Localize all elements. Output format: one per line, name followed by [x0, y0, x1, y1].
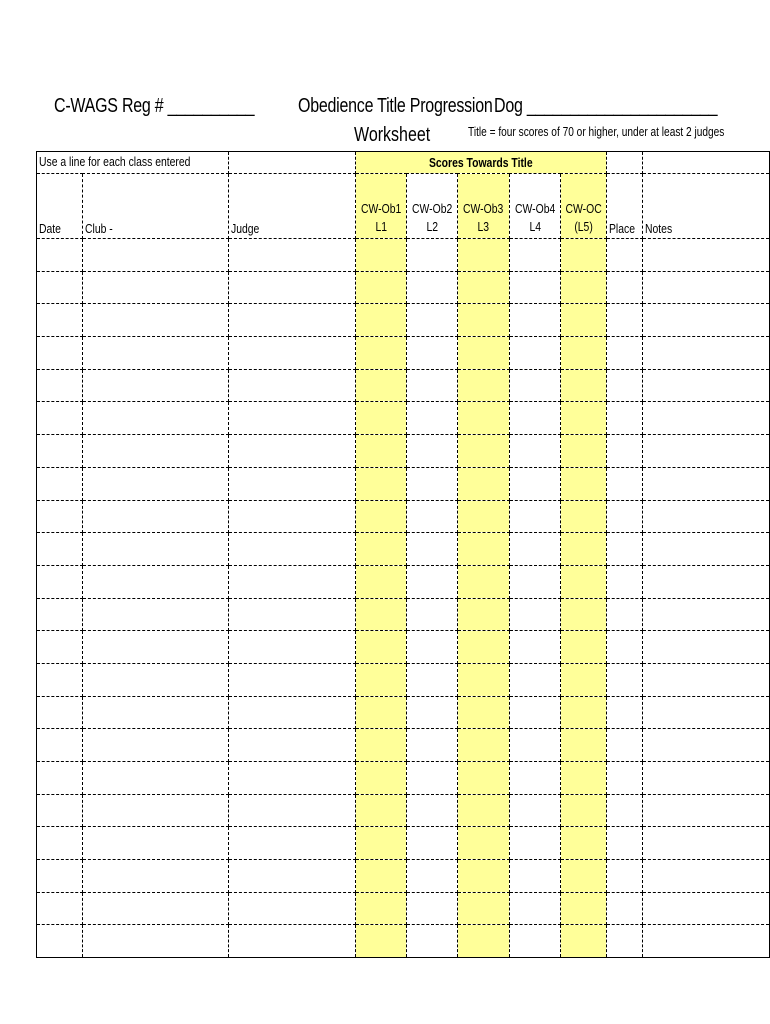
entry-cell[interactable] [458, 663, 509, 696]
entry-cell[interactable] [37, 729, 83, 762]
page-title-line1: Obedience Title Progression [298, 95, 493, 117]
scores-heading-cell [355, 152, 607, 174]
entry-cell[interactable] [642, 271, 769, 304]
entry-cell[interactable] [561, 762, 607, 795]
entry-cell[interactable] [83, 827, 229, 860]
entry-cell[interactable] [355, 729, 406, 762]
entry-cell[interactable] [37, 565, 83, 598]
entry-cell[interactable] [407, 631, 458, 664]
col-header-oc [561, 174, 607, 239]
entry-cell[interactable] [607, 304, 643, 337]
entry-row[interactable] [37, 402, 770, 435]
entry-cell[interactable] [229, 565, 355, 598]
entry-cell[interactable] [229, 239, 355, 272]
entry-cell[interactable] [458, 369, 509, 402]
entry-cell[interactable] [83, 369, 229, 402]
entry-row[interactable] [37, 598, 770, 631]
entry-cell[interactable] [509, 565, 560, 598]
ob1-top: CW-Ob1 [360, 201, 402, 216]
entry-cell[interactable] [561, 533, 607, 566]
col-header-date [37, 174, 83, 239]
entry-cell[interactable] [509, 794, 560, 827]
entry-cell[interactable] [607, 500, 643, 533]
entry-cell[interactable] [607, 435, 643, 468]
entry-cell[interactable] [229, 500, 355, 533]
col-header-ob1 [355, 174, 406, 239]
column-header-row [37, 174, 770, 239]
entry-row[interactable] [37, 533, 770, 566]
entry-cell[interactable] [607, 369, 643, 402]
blank-header-cell [607, 152, 643, 174]
entry-cell[interactable] [509, 598, 560, 631]
entry-cell[interactable] [509, 696, 560, 729]
entry-cell[interactable] [509, 533, 560, 566]
entry-cell[interactable] [229, 860, 355, 893]
entry-cell[interactable] [355, 827, 406, 860]
entry-cell[interactable] [458, 239, 509, 272]
entry-row[interactable] [37, 631, 770, 664]
entry-cell[interactable] [642, 631, 769, 664]
entry-row[interactable] [37, 500, 770, 533]
entry-cell[interactable] [642, 467, 769, 500]
entry-cell[interactable] [229, 467, 355, 500]
entry-cell[interactable] [458, 304, 509, 337]
entry-cell[interactable] [561, 402, 607, 435]
col-header-place [607, 174, 643, 239]
entry-cell[interactable] [642, 663, 769, 696]
ob1-bottom: L1 [375, 219, 387, 234]
entry-cell[interactable] [607, 696, 643, 729]
entry-row[interactable] [37, 467, 770, 500]
entry-cell[interactable] [229, 762, 355, 795]
entry-row[interactable] [37, 696, 770, 729]
entry-cell[interactable] [509, 892, 560, 925]
entry-cell[interactable] [407, 827, 458, 860]
entry-cell[interactable] [37, 860, 83, 893]
entry-cell[interactable] [509, 729, 560, 762]
entry-cell[interactable] [229, 827, 355, 860]
entry-cell[interactable] [37, 663, 83, 696]
entry-cell[interactable] [458, 794, 509, 827]
entry-cell[interactable] [561, 500, 607, 533]
ob2-bottom: L2 [426, 219, 439, 234]
entry-cell[interactable] [642, 565, 769, 598]
entry-cell[interactable] [229, 369, 355, 402]
entry-cell[interactable] [458, 500, 509, 533]
entry-cell[interactable] [458, 631, 509, 664]
entry-cell[interactable] [607, 631, 643, 664]
entry-cell[interactable] [83, 762, 229, 795]
entry-cell[interactable] [407, 794, 458, 827]
entry-cell[interactable] [83, 860, 229, 893]
instruction-cell [37, 152, 229, 174]
entry-cell[interactable] [355, 239, 406, 272]
entry-cell[interactable] [509, 500, 560, 533]
entry-cell[interactable] [37, 271, 83, 304]
entry-cell[interactable] [83, 467, 229, 500]
entry-cell[interactable] [229, 533, 355, 566]
entry-row[interactable] [37, 827, 770, 860]
entry-cell[interactable] [642, 860, 769, 893]
entry-cell[interactable] [642, 402, 769, 435]
club-label: Club - [85, 221, 114, 236]
entry-cell[interactable] [509, 827, 560, 860]
entry-cell[interactable] [509, 337, 560, 370]
col-header-notes [642, 174, 769, 239]
entry-cell[interactable] [229, 925, 355, 958]
reg-number-label: C-WAGS Reg # __________ [54, 95, 255, 117]
entry-cell[interactable] [37, 402, 83, 435]
judge-label: Judge [231, 221, 260, 236]
entry-cell[interactable] [561, 271, 607, 304]
entry-cell[interactable] [407, 860, 458, 893]
notes-label: Notes [644, 221, 673, 236]
entry-cell[interactable] [561, 827, 607, 860]
entry-cell[interactable] [458, 729, 509, 762]
entry-cell[interactable] [37, 762, 83, 795]
entry-cell[interactable] [561, 369, 607, 402]
entry-cell[interactable] [355, 369, 406, 402]
entry-cell[interactable] [561, 860, 607, 893]
entry-cell[interactable] [229, 729, 355, 762]
entry-cell[interactable] [83, 304, 229, 337]
entry-cell[interactable] [458, 598, 509, 631]
entry-cell[interactable] [407, 239, 458, 272]
entry-cell[interactable] [83, 631, 229, 664]
entry-cell[interactable] [355, 762, 406, 795]
entry-cell[interactable] [407, 729, 458, 762]
entry-row[interactable] [37, 892, 770, 925]
entry-cell[interactable] [407, 663, 458, 696]
entry-cell[interactable] [607, 827, 643, 860]
entry-cell[interactable] [509, 860, 560, 893]
entry-row[interactable] [37, 565, 770, 598]
entry-cell[interactable] [607, 533, 643, 566]
entry-cell[interactable] [509, 631, 560, 664]
entry-cell[interactable] [458, 565, 509, 598]
entry-cell[interactable] [83, 271, 229, 304]
entry-cell[interactable] [642, 304, 769, 337]
entry-cell[interactable] [561, 337, 607, 370]
entry-row[interactable] [37, 729, 770, 762]
entry-row[interactable] [37, 860, 770, 893]
entry-cell[interactable] [458, 860, 509, 893]
entry-cell[interactable] [642, 598, 769, 631]
entry-cell[interactable] [607, 925, 643, 958]
entry-cell[interactable] [642, 729, 769, 762]
entry-cell[interactable] [561, 304, 607, 337]
entry-cell[interactable] [355, 271, 406, 304]
entry-cell[interactable] [458, 467, 509, 500]
entry-cell[interactable] [37, 794, 83, 827]
entry-cell[interactable] [37, 925, 83, 958]
instruction-text: Use a line for each class entered [39, 154, 191, 169]
entry-cell[interactable] [407, 435, 458, 468]
entry-cell[interactable] [355, 533, 406, 566]
entry-cell[interactable] [355, 565, 406, 598]
entry-cell[interactable] [509, 239, 560, 272]
entry-row[interactable] [37, 925, 770, 958]
entry-cell[interactable] [561, 663, 607, 696]
entry-cell[interactable] [229, 337, 355, 370]
entry-cell[interactable] [407, 696, 458, 729]
col-header-ob3 [458, 174, 509, 239]
entry-cell[interactable] [37, 369, 83, 402]
dog-name-label: Dog ______________________ [494, 95, 718, 117]
entry-cell[interactable] [607, 794, 643, 827]
entry-cell[interactable] [642, 696, 769, 729]
ob3-top: CW-Ob3 [463, 201, 504, 216]
entry-cell[interactable] [83, 565, 229, 598]
entry-cell[interactable] [355, 860, 406, 893]
entry-cell[interactable] [355, 467, 406, 500]
entry-row[interactable] [37, 794, 770, 827]
entry-cell[interactable] [458, 337, 509, 370]
entry-row[interactable] [37, 762, 770, 795]
oc-top: CW-OC [565, 201, 602, 216]
entry-cell[interactable] [355, 304, 406, 337]
entry-cell[interactable] [607, 467, 643, 500]
ob2-top: CW-Ob2 [412, 201, 453, 216]
entry-cell[interactable] [642, 337, 769, 370]
entry-cell[interactable] [37, 892, 83, 925]
entry-cell[interactable] [83, 533, 229, 566]
ob3-bottom: L3 [477, 219, 490, 234]
entry-cell[interactable] [83, 794, 229, 827]
entry-cell[interactable] [83, 337, 229, 370]
entry-cell[interactable] [458, 435, 509, 468]
col-header-judge [229, 174, 355, 239]
entry-cell[interactable] [83, 500, 229, 533]
entry-cell[interactable] [37, 239, 83, 272]
entry-cell[interactable] [561, 729, 607, 762]
entry-cell[interactable] [407, 369, 458, 402]
entry-cell[interactable] [37, 631, 83, 664]
entry-cell[interactable] [642, 435, 769, 468]
entry-cell[interactable] [355, 598, 406, 631]
entry-cell[interactable] [37, 827, 83, 860]
blank-header-cell [229, 152, 355, 174]
entry-cell[interactable] [509, 663, 560, 696]
ob4-top: CW-Ob4 [514, 201, 556, 216]
entry-cell[interactable] [642, 892, 769, 925]
entry-cell[interactable] [355, 402, 406, 435]
entry-cell[interactable] [229, 696, 355, 729]
entry-cell[interactable] [561, 696, 607, 729]
entry-cell[interactable] [607, 402, 643, 435]
entry-cell[interactable] [355, 435, 406, 468]
entry-cell[interactable] [509, 925, 560, 958]
oc-bottom: (L5) [574, 219, 593, 234]
col-header-club [83, 174, 229, 239]
entry-cell[interactable] [607, 892, 643, 925]
entry-cell[interactable] [458, 762, 509, 795]
entry-cell[interactable] [83, 663, 229, 696]
col-header-ob4 [509, 174, 560, 239]
entry-cell[interactable] [458, 533, 509, 566]
entry-cell[interactable] [355, 631, 406, 664]
entry-cell[interactable] [509, 762, 560, 795]
entry-cell[interactable] [561, 467, 607, 500]
instruction-row [37, 152, 770, 174]
entry-cell[interactable] [509, 369, 560, 402]
place-label: Place [609, 221, 636, 236]
entry-cell[interactable] [509, 271, 560, 304]
entry-cell[interactable] [509, 304, 560, 337]
entry-cell[interactable] [83, 239, 229, 272]
entry-cell[interactable] [407, 892, 458, 925]
entry-cell[interactable] [407, 271, 458, 304]
entry-row[interactable] [37, 239, 770, 272]
entry-cell[interactable] [83, 696, 229, 729]
entry-row[interactable] [37, 369, 770, 402]
entry-cell[interactable] [561, 631, 607, 664]
entry-cell[interactable] [355, 696, 406, 729]
entry-cell[interactable] [355, 337, 406, 370]
entry-cell[interactable] [607, 565, 643, 598]
entry-row[interactable] [37, 663, 770, 696]
entry-cell[interactable] [407, 762, 458, 795]
entry-row[interactable] [37, 271, 770, 304]
entry-row[interactable] [37, 337, 770, 370]
entry-cell[interactable] [355, 892, 406, 925]
entry-cell[interactable] [561, 565, 607, 598]
entry-cell[interactable] [642, 369, 769, 402]
entry-cell[interactable] [83, 402, 229, 435]
entry-cell[interactable] [607, 239, 643, 272]
entry-cell[interactable] [407, 467, 458, 500]
worksheet-table [36, 151, 770, 958]
entry-cell[interactable] [509, 467, 560, 500]
blank-header-cell [642, 152, 769, 174]
entry-cell[interactable] [407, 500, 458, 533]
entry-cell[interactable] [642, 533, 769, 566]
entry-cell[interactable] [229, 892, 355, 925]
scores-heading: Scores Towards Title [429, 155, 533, 170]
entry-cell[interactable] [229, 663, 355, 696]
entry-cell[interactable] [607, 598, 643, 631]
entry-cell[interactable] [229, 304, 355, 337]
entry-cell[interactable] [83, 925, 229, 958]
page-title-line2: Worksheet [354, 124, 431, 146]
entry-cell[interactable] [37, 696, 83, 729]
entry-cell[interactable] [607, 663, 643, 696]
entry-cell[interactable] [458, 402, 509, 435]
entry-cell[interactable] [561, 892, 607, 925]
entry-cell[interactable] [355, 925, 406, 958]
entry-cell[interactable] [458, 925, 509, 958]
col-header-ob2 [407, 174, 458, 239]
entry-cell[interactable] [561, 435, 607, 468]
entry-cell[interactable] [607, 337, 643, 370]
entry-cell[interactable] [229, 435, 355, 468]
entry-cell[interactable] [642, 239, 769, 272]
entry-cell[interactable] [407, 337, 458, 370]
entry-cell[interactable] [509, 402, 560, 435]
entry-cell[interactable] [642, 827, 769, 860]
entry-cell[interactable] [37, 467, 83, 500]
entry-cell[interactable] [229, 402, 355, 435]
entry-cell[interactable] [561, 925, 607, 958]
entry-cell[interactable] [458, 271, 509, 304]
entry-cell[interactable] [607, 729, 643, 762]
title-rule-note: Title = four scores of 70 or higher, under at least 2 judges [468, 124, 725, 139]
entry-cell[interactable] [37, 435, 83, 468]
entry-cell[interactable] [561, 239, 607, 272]
entry-cell[interactable] [355, 663, 406, 696]
entry-cell[interactable] [407, 402, 458, 435]
entry-row[interactable] [37, 435, 770, 468]
entry-cell[interactable] [37, 500, 83, 533]
ob4-bottom: L4 [529, 219, 541, 234]
entry-cell[interactable] [509, 435, 560, 468]
entry-cell[interactable] [607, 271, 643, 304]
entry-cell[interactable] [407, 565, 458, 598]
entry-cell[interactable] [561, 794, 607, 827]
entry-cell[interactable] [355, 500, 406, 533]
entry-cell[interactable] [229, 631, 355, 664]
entry-cell[interactable] [83, 598, 229, 631]
entry-cell[interactable] [407, 533, 458, 566]
entry-cell[interactable] [407, 925, 458, 958]
entry-cell[interactable] [83, 892, 229, 925]
entry-cell[interactable] [37, 337, 83, 370]
entry-cell[interactable] [37, 304, 83, 337]
entry-cell[interactable] [229, 271, 355, 304]
entry-cell[interactable] [407, 598, 458, 631]
entry-cell[interactable] [407, 304, 458, 337]
date-label: Date [39, 221, 61, 236]
entry-cell[interactable] [83, 435, 229, 468]
entry-cell[interactable] [642, 794, 769, 827]
entry-cell[interactable] [561, 598, 607, 631]
entry-cell[interactable] [458, 827, 509, 860]
entry-cell[interactable] [642, 762, 769, 795]
entry-cell[interactable] [642, 925, 769, 958]
entry-cell[interactable] [458, 696, 509, 729]
entry-cell[interactable] [642, 500, 769, 533]
entry-cell[interactable] [355, 794, 406, 827]
entry-cell[interactable] [37, 598, 83, 631]
entry-cell[interactable] [83, 729, 229, 762]
entry-cell[interactable] [229, 794, 355, 827]
entry-cell[interactable] [458, 892, 509, 925]
entry-cell[interactable] [607, 860, 643, 893]
entry-cell[interactable] [229, 598, 355, 631]
entry-cell[interactable] [37, 533, 83, 566]
entry-cell[interactable] [607, 762, 643, 795]
entry-row[interactable] [37, 304, 770, 337]
